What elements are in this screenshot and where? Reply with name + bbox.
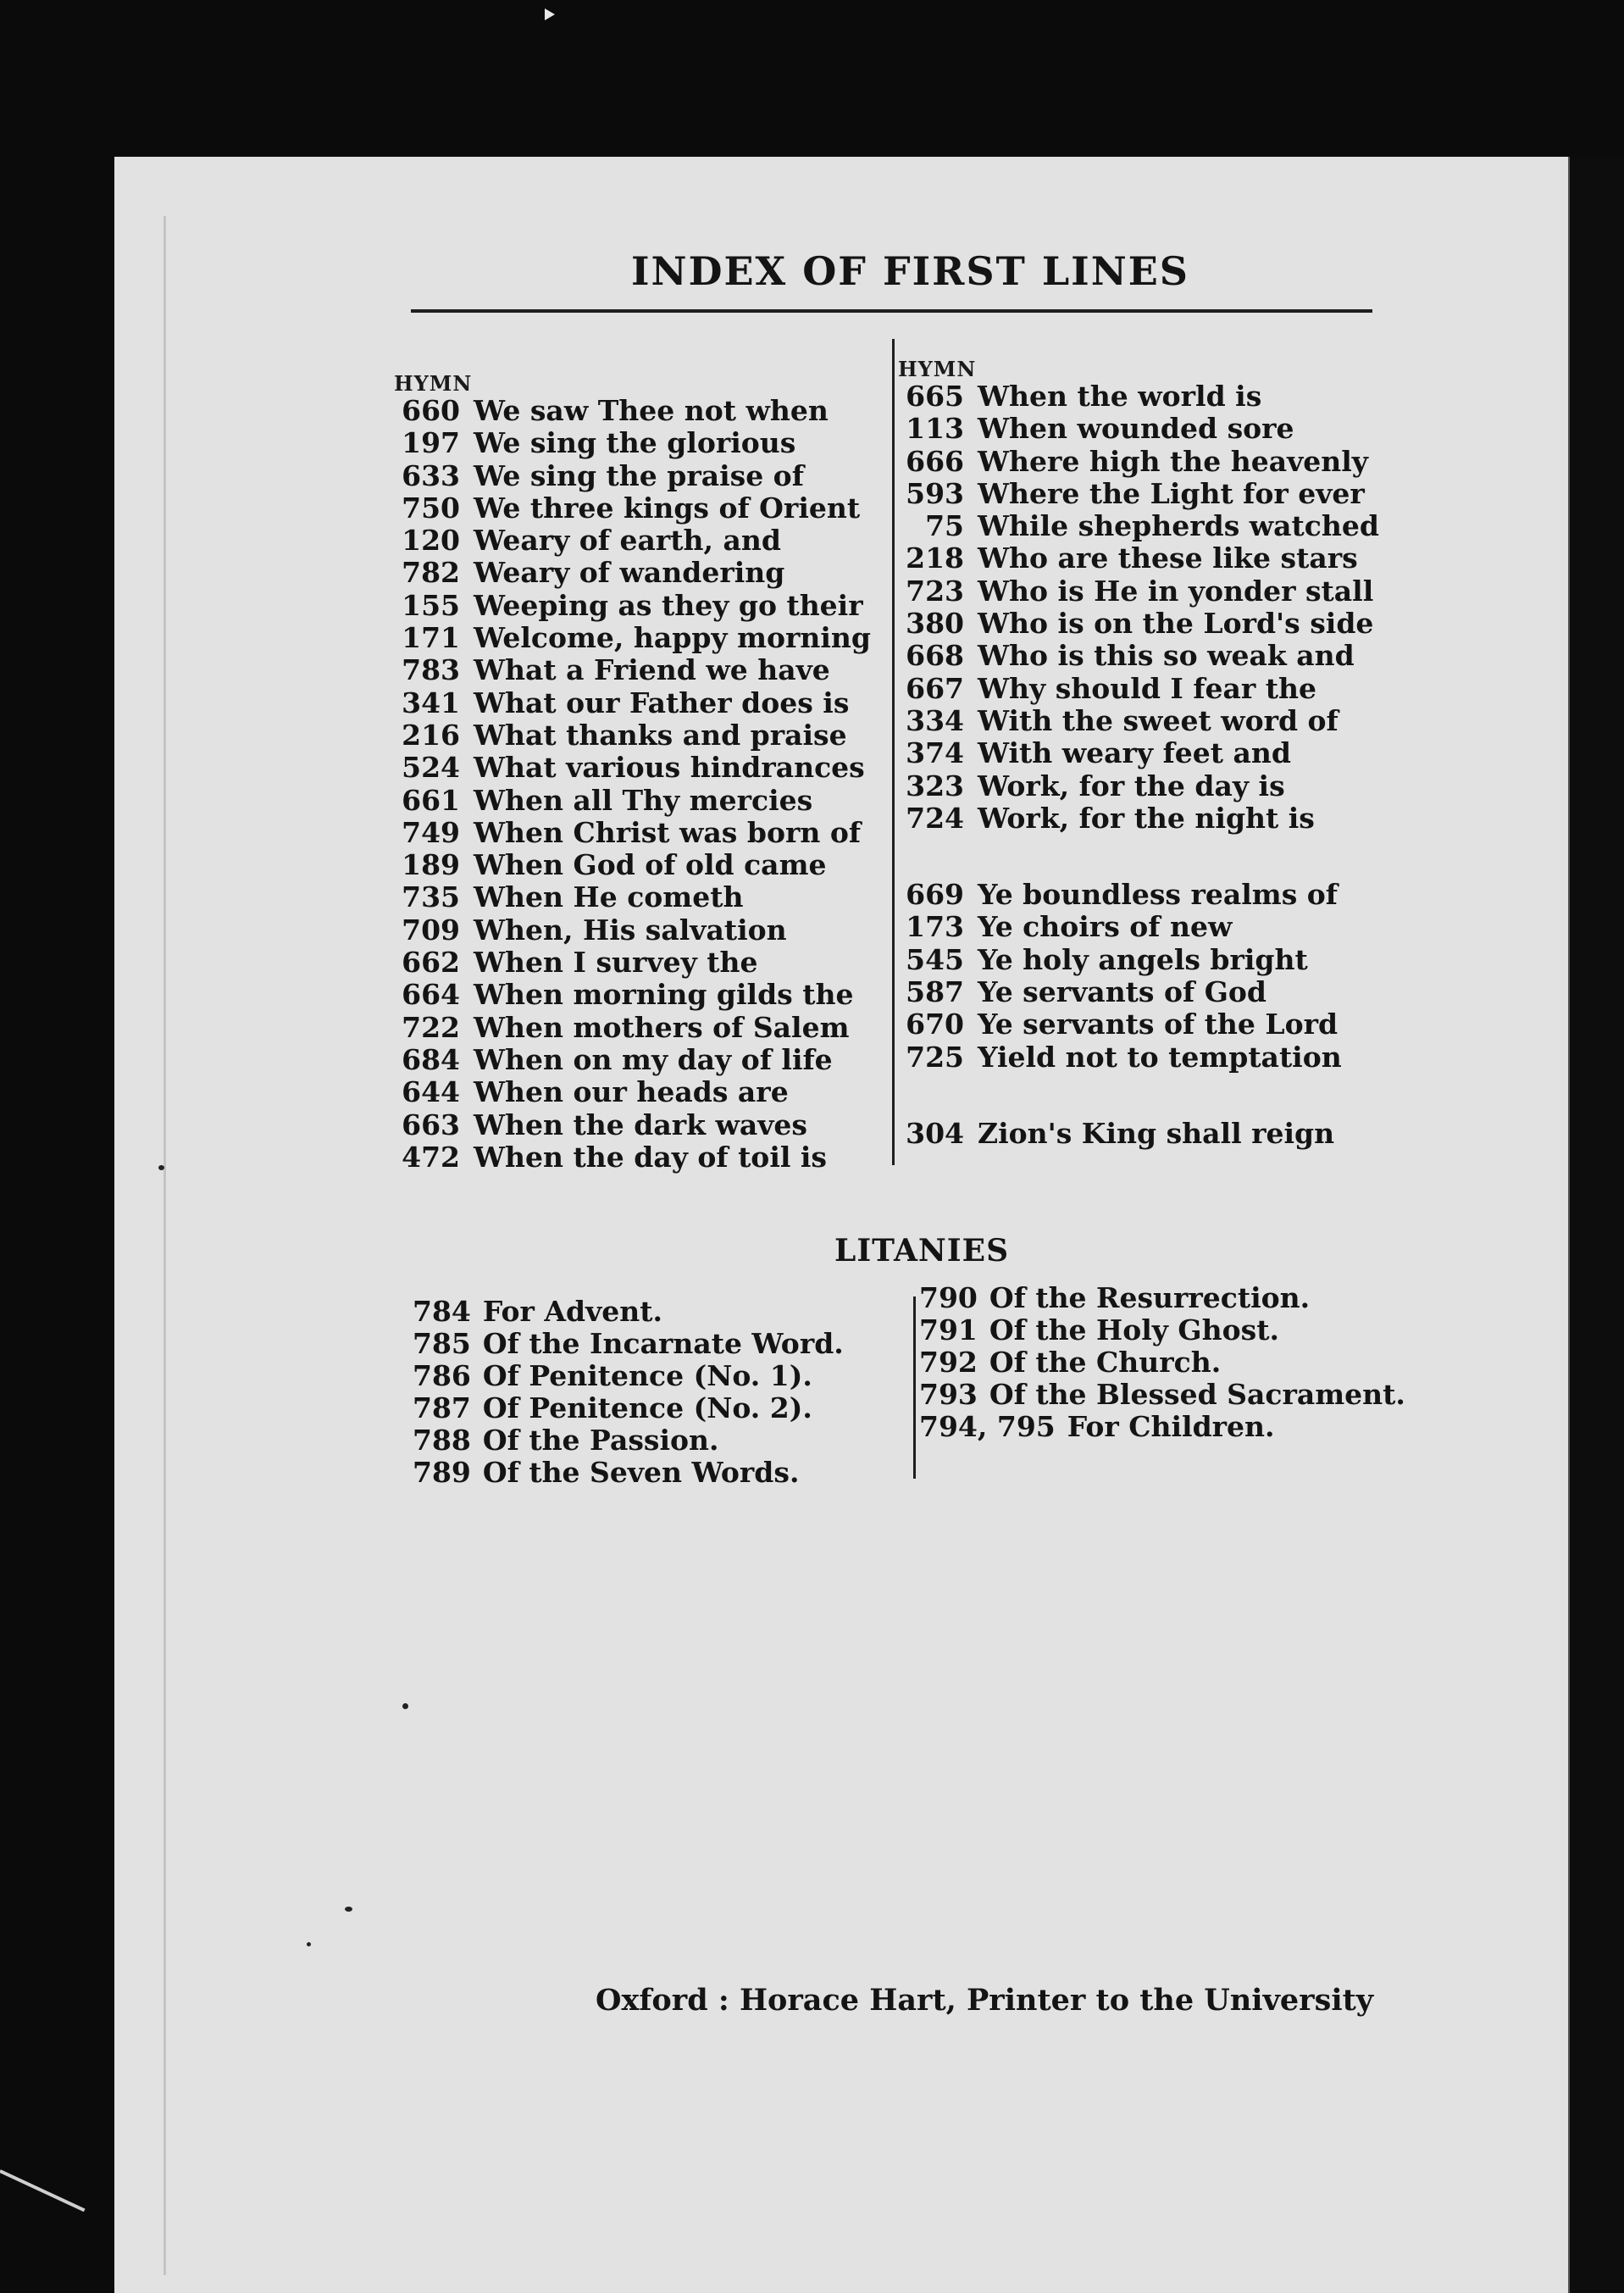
first-line-text: Of the Holy Ghost. <box>989 1313 1279 1346</box>
first-line-text: Where high the heavenly <box>978 444 1368 478</box>
dust-speck <box>402 1703 408 1709</box>
first-line-text: We three kings of Orient <box>474 491 861 525</box>
right-entry-list-y <box>898 879 1379 1074</box>
hymn-number: 633 <box>402 458 460 492</box>
index-entry <box>898 802 1379 835</box>
hymn-number: 664 <box>402 978 460 1012</box>
first-line-text: Weary of earth, and <box>474 524 781 558</box>
dust-speck <box>158 1165 164 1170</box>
hymn-number: 749 <box>402 815 460 849</box>
first-line-text: Of the Resurrection. <box>989 1281 1311 1314</box>
index-entry <box>898 737 1379 769</box>
first-line-text: Who is this so weak and <box>978 639 1355 673</box>
index-entry <box>898 510 1379 542</box>
first-line-text: With the sweet word of <box>978 703 1339 737</box>
group-spacer <box>898 1074 1379 1118</box>
first-line-text: Ye choirs of new <box>978 910 1233 944</box>
hymn-number: 334 <box>906 703 964 737</box>
hymn-number: 173 <box>906 910 964 944</box>
hymn-number: 644 <box>402 1075 460 1109</box>
index-entry <box>898 976 1379 1008</box>
hymn-number: 197 <box>402 426 460 460</box>
first-line-text: Of the Blessed Sacrament. <box>989 1378 1405 1411</box>
index-entry <box>898 1041 1379 1074</box>
index-entry <box>394 947 871 979</box>
scan-artifact <box>545 8 555 20</box>
right-entry-list-w <box>898 380 1379 835</box>
hymn-number: 75 <box>925 509 964 543</box>
first-line-text: Where the Light for ever <box>978 476 1365 510</box>
first-line-text: When mothers of Salem <box>474 1010 850 1044</box>
first-line-text: Of Penitence (No. 2). <box>482 1391 812 1424</box>
index-entry <box>394 914 871 947</box>
hymn-number: 669 <box>906 878 964 912</box>
litanies-left-list <box>413 1296 844 1489</box>
scan-artifact <box>0 2169 86 2212</box>
index-entry <box>413 1360 844 1392</box>
hymn-number: 791 <box>919 1313 978 1346</box>
hymn-number: 784 <box>413 1295 471 1328</box>
index-entry <box>898 705 1379 737</box>
index-entry <box>394 1109 871 1141</box>
first-line-text: When on my day of life <box>474 1042 833 1076</box>
index-entry <box>394 654 871 686</box>
title-rule <box>411 309 1372 313</box>
hymn-number: 724 <box>906 801 964 835</box>
first-line-text: Ye servants of God <box>978 975 1266 1009</box>
index-entry <box>394 785 871 817</box>
first-line-text: Of the Incarnate Word. <box>482 1327 844 1360</box>
hymn-number: 709 <box>402 913 460 947</box>
hymn-number: 304 <box>906 1116 964 1150</box>
index-entry <box>413 1457 844 1489</box>
index-entry <box>394 719 871 752</box>
index-entry <box>919 1282 1405 1314</box>
hymn-number: 789 <box>413 1456 471 1489</box>
printer-footer: Oxford : Horace Hart, Printer to the University <box>596 1983 1374 2018</box>
hymn-number: 722 <box>402 1010 460 1044</box>
index-entry <box>898 770 1379 802</box>
index-entry <box>898 879 1379 911</box>
hymn-number: 216 <box>402 718 460 752</box>
index-entry <box>413 1424 844 1457</box>
index-entry <box>898 575 1379 608</box>
hymn-number: 786 <box>413 1359 471 1392</box>
hymn-number: 472 <box>402 1140 460 1174</box>
hymn-number: 662 <box>402 946 460 980</box>
hymn-number: 666 <box>906 444 964 478</box>
first-line-text: When our heads are <box>474 1075 789 1109</box>
dust-speck <box>345 1907 352 1912</box>
index-entry <box>413 1392 844 1424</box>
first-line-text: When He cometh <box>474 880 744 914</box>
first-line-text: What various hindrances <box>474 751 865 785</box>
hymn-number: 155 <box>402 588 460 622</box>
group-spacer <box>898 835 1379 879</box>
litanies-divider <box>913 1296 916 1479</box>
first-line-text: When the dark waves <box>474 1108 807 1141</box>
first-line-text: Of the Seven Words. <box>482 1456 800 1489</box>
first-line-text: Weary of wandering <box>474 556 785 590</box>
hymn-number: 788 <box>413 1424 471 1457</box>
first-line-text: When the world is <box>978 380 1262 413</box>
first-line-text: Weeping as they go their <box>474 588 863 622</box>
index-entry <box>394 427 871 459</box>
index-entry <box>898 944 1379 976</box>
facing-page-edge <box>1568 157 1624 2293</box>
hymn-number: 323 <box>906 769 964 802</box>
first-line-text: We sing the praise of <box>474 458 804 492</box>
hymn-number: 524 <box>402 751 460 785</box>
index-entry <box>898 1118 1379 1150</box>
index-entry <box>898 413 1379 445</box>
index-entry <box>394 752 871 784</box>
first-line-text: Who are these like stars <box>978 541 1358 575</box>
hymn-number: 750 <box>402 491 460 525</box>
hymn-number: 790 <box>919 1281 978 1314</box>
first-line-text: When morning gilds the <box>474 978 854 1012</box>
index-entry <box>394 492 871 525</box>
first-line-text: When wounded sore <box>978 412 1294 446</box>
page-title: INDEX OF FIRST LINES <box>631 248 1190 294</box>
hymn-number: 782 <box>402 556 460 590</box>
dust-speck <box>307 1942 311 1946</box>
first-line-text: Yield not to temptation <box>978 1040 1342 1074</box>
hymn-number: 171 <box>402 621 460 655</box>
index-entry <box>919 1346 1405 1379</box>
index-entry <box>394 622 871 654</box>
index-entry <box>394 881 871 913</box>
index-entry <box>394 1076 871 1108</box>
page-edge-line <box>1568 157 1570 2293</box>
hymn-number: 787 <box>413 1391 471 1424</box>
hymn-number: 545 <box>906 942 964 976</box>
index-entry <box>394 460 871 492</box>
hymn-column-label: HYMN <box>394 371 473 396</box>
hymn-number: 668 <box>906 639 964 673</box>
index-entry <box>919 1411 1405 1443</box>
hymn-number: 735 <box>402 880 460 914</box>
first-line-text: Of Penitence (No. 1). <box>482 1359 812 1392</box>
index-entry <box>898 911 1379 943</box>
hymn-number: 218 <box>906 541 964 575</box>
hymn-number: 723 <box>906 574 964 608</box>
first-line-text: What our Father does is <box>474 686 850 719</box>
index-entry <box>394 525 871 557</box>
first-line-text: For Children. <box>1067 1410 1275 1443</box>
first-line-text: Ye boundless realms of <box>978 878 1338 912</box>
hymn-column-label: HYMN <box>898 357 977 381</box>
hymn-number: 725 <box>906 1040 964 1074</box>
hymn-number: 667 <box>906 671 964 705</box>
index-entry <box>919 1379 1405 1411</box>
left-column <box>394 373 871 1174</box>
hymn-number: 661 <box>402 783 460 817</box>
hymn-number: 189 <box>402 848 460 882</box>
index-entry <box>394 395 871 427</box>
hymn-number: 374 <box>906 736 964 770</box>
litanies-heading: LITANIES <box>834 1233 1010 1269</box>
first-line-text: Why should I fear the <box>978 671 1316 705</box>
hymn-number: 794, 795 <box>919 1410 1056 1443</box>
index-entry <box>898 673 1379 705</box>
index-entry <box>394 849 871 881</box>
index-entry <box>898 380 1379 413</box>
hymn-number: 587 <box>906 975 964 1009</box>
hymn-number: 341 <box>402 686 460 719</box>
first-line-text: Welcome, happy morning <box>474 621 871 655</box>
first-line-text: Who is on the Lord's side <box>978 607 1374 641</box>
first-line-text: Who is He in yonder stall <box>978 574 1374 608</box>
first-line-text: Of the Church. <box>989 1346 1222 1379</box>
index-entry <box>394 1012 871 1044</box>
litanies-right-list <box>919 1282 1405 1443</box>
first-line-text: Ye servants of the Lord <box>978 1008 1339 1041</box>
index-entry <box>394 1044 871 1076</box>
first-line-text: When I survey the <box>474 946 758 980</box>
left-entry-list <box>394 395 871 1174</box>
index-entry <box>898 608 1379 640</box>
first-line-text: Of the Passion. <box>482 1424 719 1457</box>
hymn-number: 665 <box>906 380 964 413</box>
first-line-text: When the day of toil is <box>474 1140 827 1174</box>
column-divider <box>892 339 895 1165</box>
right-entry-list-z <box>898 1118 1379 1150</box>
first-line-text: We sing the glorious <box>474 426 796 460</box>
hymn-number: 684 <box>402 1042 460 1076</box>
hymn-number: 792 <box>919 1346 978 1379</box>
index-entry <box>898 1008 1379 1041</box>
hymn-number: 113 <box>906 412 964 446</box>
first-line-text: Work, for the night is <box>978 801 1315 835</box>
first-line-text: When, His salvation <box>474 913 787 947</box>
scanned-page <box>114 157 1624 2293</box>
hymn-number: 785 <box>413 1327 471 1360</box>
page-gutter-line <box>164 216 166 2275</box>
index-entry <box>394 687 871 719</box>
index-entry <box>394 1141 871 1174</box>
index-entry <box>898 446 1379 478</box>
first-line-text: Work, for the day is <box>978 769 1285 802</box>
index-entry <box>919 1314 1405 1346</box>
hymn-number: 783 <box>402 653 460 687</box>
first-line-text: Ye holy angels bright <box>978 942 1308 976</box>
hymn-number: 593 <box>906 476 964 510</box>
hymn-number: 793 <box>919 1378 978 1411</box>
first-line-text: While shepherds watched <box>978 509 1379 543</box>
index-entry <box>394 557 871 589</box>
index-entry <box>898 542 1379 575</box>
index-entry <box>898 478 1379 510</box>
index-entry <box>394 979 871 1011</box>
first-line-text: What a Friend we have <box>474 653 830 687</box>
hymn-number: 670 <box>906 1008 964 1041</box>
first-line-text: When all Thy mercies <box>474 783 813 817</box>
hymn-number: 663 <box>402 1108 460 1141</box>
right-column <box>898 358 1379 1150</box>
first-line-text: We saw Thee not when <box>474 394 829 427</box>
first-line-text: For Advent. <box>482 1295 662 1328</box>
index-entry <box>413 1296 844 1328</box>
first-line-text: Zion's King shall reign <box>978 1116 1335 1150</box>
first-line-text: What thanks and praise <box>474 718 847 752</box>
hymn-number: 120 <box>402 524 460 558</box>
index-entry <box>394 590 871 622</box>
hymn-number: 380 <box>906 607 964 641</box>
index-entry <box>394 817 871 849</box>
hymn-number: 660 <box>402 394 460 427</box>
index-entry <box>898 640 1379 672</box>
first-line-text: With weary feet and <box>978 736 1291 770</box>
index-entry <box>413 1328 844 1360</box>
first-line-text: When God of old came <box>474 848 827 882</box>
first-line-text: When Christ was born of <box>474 815 862 849</box>
